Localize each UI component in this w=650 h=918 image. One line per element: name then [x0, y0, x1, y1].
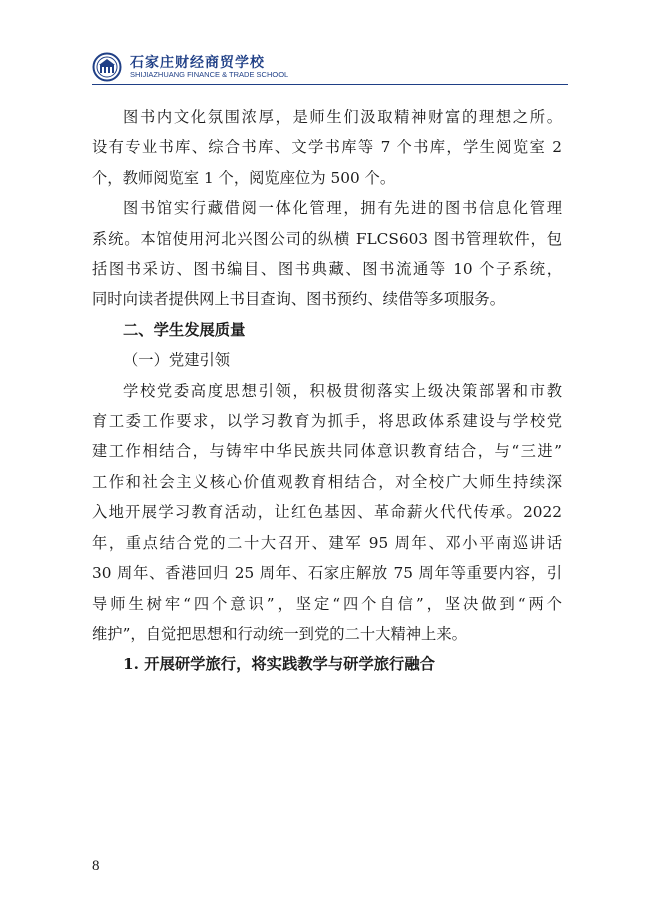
header-divider [92, 84, 568, 85]
para3-line1: 学校党委高度思想引领，积极贯彻落实上级决策部署和市教 [123, 381, 562, 400]
page-number: 8 [92, 858, 100, 874]
para1-line1: 图书内文化氛围浓厚，是师生们汲取精神财富的理想之所。 [123, 108, 562, 126]
para3-line9: 维护”，自觉把思想和行动统一到党的二十大精神上来。 [92, 624, 467, 643]
school-name-cn: 石家庄财经商贸学校 [130, 55, 265, 71]
para3-line5: 入地开展学习教育活动，让红色基因、革命薪火代代传承。2022 [92, 503, 562, 522]
para3-line2: 育工委工作要求，以学习教育为抓手，将思政体系建设与学校党 [92, 412, 562, 431]
school-name-en: SHIJIAZHUANG FINANCE & TRADE SCHOOL [130, 70, 289, 79]
section-heading: 二、学生发展质量 [123, 320, 246, 339]
para2-line4: 同时向读者提供网上书目查询、图书预约、续借等多项服务。 [92, 290, 506, 309]
item-heading: 1. 开展研学旅行，将实践教学与研学旅行融合 [123, 655, 435, 674]
para3-line8: 导师生树牢“四个意识”，坚定“四个自信”，坚决做到“两个 [92, 594, 562, 613]
page-header [92, 52, 572, 82]
para3-line6: 年，重点结合党的二十大召开、建军 95 周年、邓小平南巡讲话 [92, 533, 562, 552]
para2-line2: 系统。本馆使用河北兴图公司的纵横 FLCS603 图书管理软件，包 [92, 229, 562, 248]
para2-line3: 括图书采访、图书编目、图书典藏、图书流通等 10 个子系统， [92, 260, 562, 279]
para2-line1: 图书馆实行藏借阅一体化管理，拥有先进的图书信息化管理 [123, 199, 562, 218]
body-text [92, 102, 562, 680]
para3-line3: 建工作相结合，与铸牢中华民族共同体意识教育结合，与“三进” [92, 442, 562, 461]
para1-line3: 个，教师阅览室 1 个，阅览座位为 500 个。 [92, 168, 396, 187]
subsection-heading: （一）党建引领 [123, 351, 231, 370]
para1-line2: 设有专业书库、综合书库、文学书库等 7 个书库，学生阅览室 2 [92, 138, 562, 157]
para3-line4: 工作和社会主义核心价值观教育相结合，对全校广大师生持续深 [92, 472, 562, 491]
para3-line7: 30 周年、香港回归 25 周年、石家庄解放 75 周年等重要内容，引 [92, 564, 562, 583]
school-emblem-icon [92, 52, 122, 82]
